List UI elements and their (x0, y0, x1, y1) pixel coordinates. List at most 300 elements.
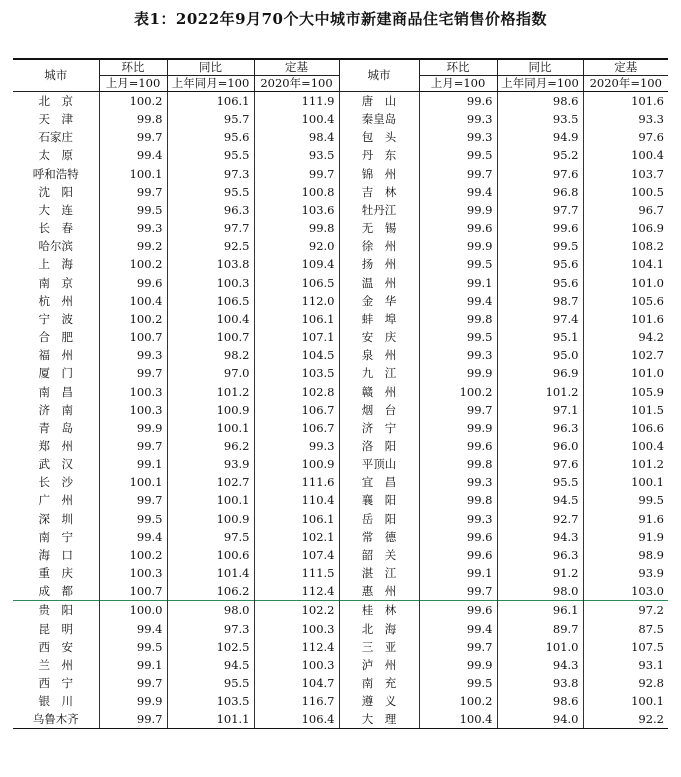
base-cell: 92.0 (254, 237, 339, 255)
city-cell: 宁 波 (38, 311, 73, 326)
table-row (13, 564, 668, 582)
yoy-cell: 97.5 (167, 528, 254, 546)
mom-cell: 100.2 (99, 92, 167, 111)
city-cell: 青 岛 (38, 420, 73, 435)
header-yoy-left: 同比 (167, 59, 254, 76)
table-row (13, 237, 668, 255)
table-body (13, 92, 668, 729)
city-cell: 长 沙 (38, 475, 73, 490)
mom-cell: 99.9 (419, 237, 497, 255)
base-cell: 116.7 (254, 692, 339, 710)
mom-cell: 100.4 (419, 710, 497, 729)
base-cell: 106.1 (254, 510, 339, 528)
city-cell: 桂 林 (339, 601, 419, 620)
mom-cell: 99.4 (99, 146, 167, 164)
yoy-cell: 94.9 (497, 128, 583, 146)
city-cell: 常 德 (339, 528, 419, 546)
yoy-cell: 101.2 (167, 383, 254, 401)
mom-cell: 100.2 (419, 383, 497, 401)
city-cell: 丹 东 (339, 146, 419, 164)
base-cell: 94.2 (583, 328, 668, 346)
header-mom-left: 环比 (99, 59, 167, 76)
base-cell: 100.9 (254, 455, 339, 473)
base-cell: 93.5 (254, 146, 339, 164)
mom-cell: 99.4 (99, 620, 167, 638)
base-cell: 101.6 (583, 92, 668, 111)
table-row (13, 582, 668, 601)
city-cell: 泉 州 (339, 346, 419, 364)
city-cell: 厦 门 (38, 366, 73, 381)
mom-cell: 99.9 (419, 201, 497, 219)
yoy-cell: 93.5 (497, 110, 583, 128)
mom-cell: 100.1 (99, 473, 167, 491)
base-cell: 100.8 (254, 183, 339, 201)
table-row (13, 710, 668, 729)
yoy-cell: 95.6 (167, 128, 254, 146)
city-cell: 南 昌 (38, 384, 73, 399)
yoy-cell: 98.2 (167, 346, 254, 364)
base-cell: 100.1 (583, 692, 668, 710)
city-cell: 天 津 (38, 112, 73, 127)
base-cell: 100.4 (583, 146, 668, 164)
price-index-table (13, 58, 668, 729)
header-base-sub-right: 2020年=100 (583, 76, 668, 92)
yoy-cell: 93.9 (167, 455, 254, 473)
base-cell: 103.6 (254, 201, 339, 219)
mom-cell: 99.7 (99, 437, 167, 455)
mom-cell: 99.6 (419, 601, 497, 620)
yoy-cell: 101.2 (497, 383, 583, 401)
base-cell: 104.5 (254, 346, 339, 364)
table-row (13, 201, 668, 219)
yoy-cell: 100.9 (167, 401, 254, 419)
yoy-cell: 97.6 (497, 455, 583, 473)
city-cell: 赣 州 (339, 383, 419, 401)
mom-cell: 99.7 (419, 638, 497, 656)
city-cell: 西 安 (38, 639, 73, 654)
mom-cell: 100.2 (99, 255, 167, 273)
mom-cell: 99.9 (99, 692, 167, 710)
table-row (13, 601, 668, 620)
yoy-cell: 96.3 (497, 419, 583, 437)
yoy-cell: 97.3 (167, 620, 254, 638)
base-cell: 101.6 (583, 310, 668, 328)
table-row (13, 491, 668, 509)
city-cell: 金 华 (339, 292, 419, 310)
base-cell: 111.6 (254, 473, 339, 491)
yoy-cell: 102.5 (167, 638, 254, 656)
mom-cell: 99.1 (419, 274, 497, 292)
yoy-cell: 95.6 (497, 255, 583, 273)
city-cell: 上 海 (38, 257, 73, 272)
header-mom-right: 环比 (419, 59, 497, 76)
base-cell: 108.2 (583, 237, 668, 255)
city-cell: 泸 州 (339, 656, 419, 674)
mom-cell: 99.1 (99, 455, 167, 473)
base-cell: 93.3 (583, 110, 668, 128)
yoy-cell: 98.6 (497, 692, 583, 710)
header-mom-sub-left: 上月=100 (99, 76, 167, 92)
base-cell: 106.9 (583, 219, 668, 237)
base-cell: 111.5 (254, 564, 339, 582)
base-cell: 92.8 (583, 674, 668, 692)
header-base-left: 定基 (254, 59, 339, 76)
mom-cell: 99.3 (419, 473, 497, 491)
mom-cell: 99.3 (419, 128, 497, 146)
mom-cell: 99.3 (99, 219, 167, 237)
city-cell: 济 宁 (339, 419, 419, 437)
city-cell: 杭 州 (38, 293, 73, 308)
yoy-cell: 101.4 (167, 564, 254, 582)
city-cell: 广 州 (38, 493, 73, 508)
mom-cell: 99.6 (419, 219, 497, 237)
yoy-cell: 94.5 (497, 491, 583, 509)
yoy-cell: 101.0 (497, 638, 583, 656)
city-cell: 海 口 (38, 547, 73, 562)
base-cell: 97.2 (583, 601, 668, 620)
yoy-cell: 97.0 (167, 364, 254, 382)
mom-cell: 100.7 (99, 582, 167, 601)
yoy-cell: 99.6 (497, 219, 583, 237)
city-cell: 徐 州 (339, 237, 419, 255)
city-cell: 北 京 (38, 94, 73, 108)
mom-cell: 99.6 (419, 437, 497, 455)
yoy-cell: 97.7 (167, 219, 254, 237)
base-cell: 99.8 (254, 219, 339, 237)
yoy-cell: 98.0 (167, 601, 254, 620)
mom-cell: 99.6 (419, 528, 497, 546)
base-cell: 106.5 (254, 274, 339, 292)
yoy-cell: 96.2 (167, 437, 254, 455)
mom-cell: 99.8 (99, 110, 167, 128)
city-cell: 大 连 (38, 202, 73, 217)
base-cell: 103.0 (583, 582, 668, 601)
yoy-cell: 98.0 (497, 582, 583, 601)
table-row (13, 274, 668, 292)
city-cell: 襄 阳 (339, 491, 419, 509)
price-index-table-wrapper (13, 58, 668, 729)
base-cell: 106.6 (583, 419, 668, 437)
city-cell: 成 都 (38, 584, 73, 599)
mom-cell: 99.3 (419, 346, 497, 364)
yoy-cell: 97.3 (167, 165, 254, 183)
city-cell: 武 汉 (38, 457, 73, 472)
table-row (13, 674, 668, 692)
mom-cell: 99.6 (419, 92, 497, 111)
yoy-cell: 92.7 (497, 510, 583, 528)
city-cell: 哈尔滨 (38, 239, 73, 254)
base-cell: 103.7 (583, 165, 668, 183)
base-cell: 91.9 (583, 528, 668, 546)
yoy-cell: 100.1 (167, 419, 254, 437)
yoy-cell: 95.6 (497, 274, 583, 292)
base-cell: 100.4 (254, 110, 339, 128)
yoy-cell: 100.3 (167, 274, 254, 292)
base-cell: 91.6 (583, 510, 668, 528)
city-cell: 大 理 (339, 710, 419, 729)
mom-cell: 100.3 (99, 383, 167, 401)
city-cell: 包 头 (339, 128, 419, 146)
base-cell: 92.2 (583, 710, 668, 729)
mom-cell: 99.4 (419, 620, 497, 638)
city-cell: 牡丹江 (339, 201, 419, 219)
table-row (13, 165, 668, 183)
yoy-cell: 95.5 (167, 146, 254, 164)
mom-cell: 99.5 (419, 146, 497, 164)
base-cell: 103.5 (254, 364, 339, 382)
base-cell: 87.5 (583, 620, 668, 638)
base-cell: 106.4 (254, 710, 339, 729)
city-cell: 合 肥 (38, 330, 73, 345)
yoy-cell: 96.3 (497, 546, 583, 564)
mom-cell: 99.9 (419, 364, 497, 382)
yoy-cell: 102.7 (167, 473, 254, 491)
yoy-cell: 95.1 (497, 328, 583, 346)
yoy-cell: 96.3 (167, 201, 254, 219)
city-cell: 昆 明 (38, 621, 73, 636)
yoy-cell: 97.7 (497, 201, 583, 219)
city-cell: 贵 阳 (13, 601, 99, 620)
base-cell: 101.2 (583, 455, 668, 473)
mom-cell: 99.7 (419, 165, 497, 183)
city-cell: 长 春 (38, 221, 73, 236)
yoy-cell: 92.5 (167, 237, 254, 255)
table-header (13, 59, 668, 92)
table-row (13, 455, 668, 473)
city-cell: 北 海 (339, 620, 419, 638)
city-cell: 南 充 (339, 674, 419, 692)
yoy-cell: 96.9 (497, 364, 583, 382)
city-cell: 呼和浩特 (32, 166, 79, 181)
base-cell: 101.0 (583, 364, 668, 382)
mom-cell: 99.6 (99, 274, 167, 292)
base-cell: 93.1 (583, 656, 668, 674)
yoy-cell: 94.3 (497, 656, 583, 674)
city-cell: 重 庆 (38, 566, 73, 581)
mom-cell: 99.5 (99, 510, 167, 528)
base-cell: 100.1 (583, 473, 668, 491)
mom-cell: 99.3 (99, 346, 167, 364)
mom-cell: 99.8 (419, 310, 497, 328)
mom-cell: 99.4 (99, 528, 167, 546)
mom-cell: 99.7 (419, 582, 497, 601)
base-cell: 104.7 (254, 674, 339, 692)
city-cell: 秦皇岛 (339, 110, 419, 128)
city-cell: 沈 阳 (38, 184, 73, 199)
city-cell: 福 州 (38, 348, 73, 363)
header-yoy-sub-left: 上年同月=100 (167, 76, 254, 92)
city-cell: 蚌 埠 (339, 310, 419, 328)
table-row (13, 528, 668, 546)
city-cell: 安 庆 (339, 328, 419, 346)
mom-cell: 99.9 (419, 419, 497, 437)
header-mom-sub-right: 上月=100 (419, 76, 497, 92)
base-cell: 106.7 (254, 401, 339, 419)
yoy-cell: 101.1 (167, 710, 254, 729)
yoy-cell: 96.1 (497, 601, 583, 620)
mom-cell: 99.7 (99, 128, 167, 146)
city-cell: 郑 州 (38, 438, 73, 453)
city-cell: 深 圳 (38, 511, 73, 526)
base-cell: 98.4 (254, 128, 339, 146)
base-cell: 100.3 (254, 620, 339, 638)
table-row (13, 473, 668, 491)
city-cell: 韶 关 (339, 546, 419, 564)
base-cell: 109.4 (254, 255, 339, 273)
base-cell: 106.1 (254, 310, 339, 328)
mom-cell: 99.7 (99, 364, 167, 382)
city-cell: 南 宁 (38, 529, 73, 544)
header-city-left: 城市 (13, 59, 99, 92)
city-cell: 无 锡 (339, 219, 419, 237)
table-row (13, 419, 668, 437)
yoy-cell: 95.0 (497, 346, 583, 364)
mom-cell: 99.5 (419, 255, 497, 273)
city-cell: 兰 州 (38, 657, 73, 672)
base-cell: 99.3 (254, 437, 339, 455)
yoy-cell: 94.5 (167, 656, 254, 674)
base-cell: 98.9 (583, 546, 668, 564)
base-cell: 111.9 (254, 92, 339, 111)
city-cell: 湛 江 (339, 564, 419, 582)
yoy-cell: 97.6 (497, 165, 583, 183)
yoy-cell: 94.0 (497, 710, 583, 729)
yoy-cell: 106.5 (167, 292, 254, 310)
city-cell: 遵 义 (339, 692, 419, 710)
yoy-cell: 97.1 (497, 401, 583, 419)
yoy-cell: 93.8 (497, 674, 583, 692)
base-cell: 105.9 (583, 383, 668, 401)
table-row (13, 364, 668, 382)
city-cell: 锦 州 (339, 165, 419, 183)
mom-cell: 100.1 (99, 165, 167, 183)
city-cell: 银 川 (38, 694, 73, 709)
yoy-cell: 98.7 (497, 292, 583, 310)
city-cell: 石家庄 (38, 130, 73, 145)
mom-cell: 100.2 (419, 692, 497, 710)
city-cell: 济 南 (38, 402, 73, 417)
header-city-right: 城市 (339, 59, 419, 92)
yoy-cell: 91.2 (497, 564, 583, 582)
yoy-cell: 103.8 (167, 255, 254, 273)
header-yoy-sub-right: 上年同月=100 (497, 76, 583, 92)
base-cell: 107.5 (583, 638, 668, 656)
mom-cell: 100.2 (99, 310, 167, 328)
yoy-cell: 99.5 (497, 237, 583, 255)
yoy-cell: 89.7 (497, 620, 583, 638)
table-row (13, 292, 668, 310)
yoy-cell: 100.9 (167, 510, 254, 528)
city-cell: 惠 州 (339, 582, 419, 601)
header-yoy-right: 同比 (497, 59, 583, 76)
mom-cell: 99.1 (99, 656, 167, 674)
mom-cell: 99.8 (419, 455, 497, 473)
mom-cell: 99.7 (419, 401, 497, 419)
city-cell: 扬 州 (339, 255, 419, 273)
mom-cell: 100.7 (99, 328, 167, 346)
mom-cell: 99.5 (419, 328, 497, 346)
city-cell: 九 江 (339, 364, 419, 382)
base-cell: 106.7 (254, 419, 339, 437)
table-title: 表1：2022年9月70个大中城市新建商品住宅销售价格指数 (134, 10, 547, 28)
yoy-cell: 94.3 (497, 528, 583, 546)
base-cell: 107.1 (254, 328, 339, 346)
mom-cell: 99.7 (99, 674, 167, 692)
table-row (13, 546, 668, 564)
mom-cell: 100.0 (99, 601, 167, 620)
yoy-cell: 100.4 (167, 310, 254, 328)
base-cell: 100.3 (254, 656, 339, 674)
base-cell: 112.4 (254, 638, 339, 656)
city-cell: 三 亚 (339, 638, 419, 656)
city-cell: 烟 台 (339, 401, 419, 419)
table-row (13, 255, 668, 273)
base-cell: 101.0 (583, 274, 668, 292)
base-cell: 105.6 (583, 292, 668, 310)
mom-cell: 99.5 (99, 201, 167, 219)
yoy-cell: 100.1 (167, 491, 254, 509)
base-cell: 99.7 (254, 165, 339, 183)
mom-cell: 99.4 (419, 183, 497, 201)
yoy-cell: 95.5 (167, 183, 254, 201)
city-cell: 温 州 (339, 274, 419, 292)
city-cell: 乌鲁木齐 (13, 710, 99, 729)
mom-cell: 100.3 (99, 401, 167, 419)
mom-cell: 100.2 (99, 546, 167, 564)
table-row (13, 437, 668, 455)
base-cell: 112.4 (254, 582, 339, 601)
mom-cell: 99.4 (419, 292, 497, 310)
table-row (13, 383, 668, 401)
mom-cell: 99.9 (419, 656, 497, 674)
table-row (13, 183, 668, 201)
city-cell: 西 宁 (38, 676, 73, 690)
base-cell: 96.7 (583, 201, 668, 219)
base-cell: 107.4 (254, 546, 339, 564)
mom-cell: 99.5 (99, 638, 167, 656)
mom-cell: 99.7 (99, 710, 167, 729)
base-cell: 101.5 (583, 401, 668, 419)
mom-cell: 99.7 (99, 183, 167, 201)
table-row (13, 638, 668, 656)
city-cell: 岳 阳 (339, 510, 419, 528)
mom-cell: 100.4 (99, 292, 167, 310)
city-cell: 南 京 (38, 275, 73, 290)
mom-cell: 99.8 (419, 491, 497, 509)
yoy-cell: 100.6 (167, 546, 254, 564)
yoy-cell: 96.0 (497, 437, 583, 455)
yoy-cell: 97.4 (497, 310, 583, 328)
table-row (13, 310, 668, 328)
base-cell: 102.8 (254, 383, 339, 401)
base-cell: 100.5 (583, 183, 668, 201)
table-row (13, 656, 668, 674)
mom-cell: 99.6 (419, 546, 497, 564)
yoy-cell: 96.8 (497, 183, 583, 201)
mom-cell: 99.5 (419, 674, 497, 692)
yoy-cell: 95.2 (497, 146, 583, 164)
base-cell: 102.7 (583, 346, 668, 364)
header-base-right: 定基 (583, 59, 668, 76)
table-row (13, 146, 668, 164)
base-cell: 97.6 (583, 128, 668, 146)
yoy-cell: 98.6 (497, 92, 583, 111)
table-row (13, 92, 668, 111)
table-row (13, 328, 668, 346)
table-row (13, 219, 668, 237)
city-cell: 吉 林 (339, 183, 419, 201)
header-base-sub-left: 2020年=100 (254, 76, 339, 92)
